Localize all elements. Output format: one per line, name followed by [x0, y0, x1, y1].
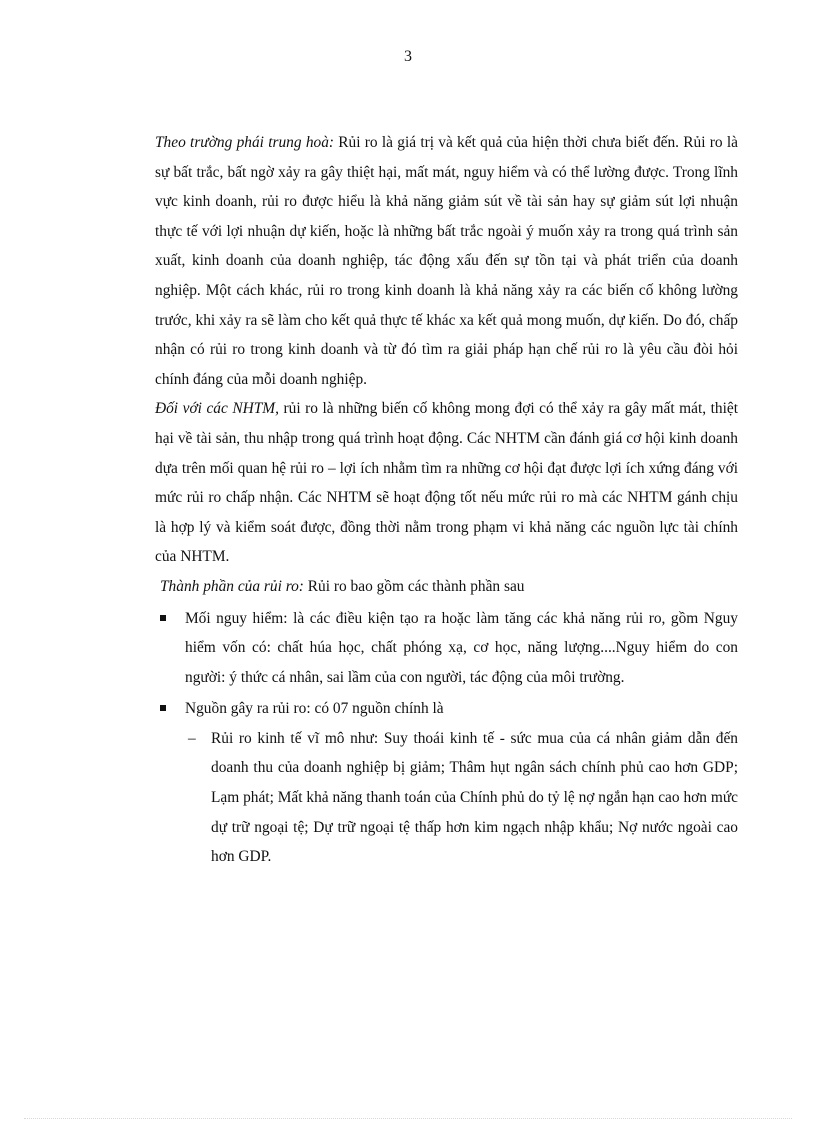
list-item-text: Nguồn gây ra rủi ro: có 07 nguồn chính là — [185, 700, 444, 718]
dash-bullet-icon: – — [188, 729, 196, 747]
paragraph-lead: Đối với các NHTM, — [155, 400, 279, 418]
sub-list-item-text: Rủi ro kinh tế vĩ mô như: Suy thoái kinh tế - sức mua của cá nhân giảm dẫn đến doanh thu của doanh nghiệp bị giảm; Thâm hụt ngân sách chính phủ cao hơn GDP; Lạm phát; Mất khả năng thanh toán của Chính phủ do tỷ lệ nợ ngắn hạn cao hơn mức dự trữ ngoại tệ; Dự trữ ngoại tệ thấp hơn kim ngạch nhập khẩu; Nợ nước ngoài cao hơn GDP. — [211, 729, 738, 866]
page-number: 3 — [404, 48, 412, 65]
sub-list-item — [185, 724, 738, 872]
paragraph-text: Rủi ro là giá trị và kết quả của hiện thời chưa biết đến. Rủi ro là sự bất trắc, bất ngờ xảy ra gây thiệt hại, mất mát, nguy hiểm và có thể lường được. Trong lĩnh vực kinh doanh, rủi ro được hiểu là khả năng giảm sút về tài sản hay sự giảm sút lợi nhuận thực tế với lợi nhuận dự kiến, hoặc là những bất trắc ngoài ý muốn xảy ra trong quá trình sản xuất, kinh doanh của doanh nghiệp, tác động xấu đến sự tồn tại và phát triển của doanh nghiệp. Một cách khác, rủi ro trong kinh doanh là khả năng xảy ra các biến cố không lường trước, khi xảy ra sẽ làm cho kết quả thực tế khác xa kết quả mong muốn, dự kiến. Do đó, chấp nhận có rủi ro trong kinh doanh và từ đó tìm ra giải pháp hạn chế rủi ro là yêu cầu đòi hỏi chính đáng của mỗi doanh nghiệp. — [155, 134, 738, 388]
list-item — [155, 604, 738, 693]
list-item-text: Mối nguy hiểm: là các điều kiện tạo ra hoặc làm tăng các khả năng rủi ro, gồm Nguy hiểm vốn có: chất húa học, chất phóng xạ, cơ học, năng lượng....Nguy hiểm do con người: ý thức cá nhân, sai lầm của con người, tác động của môi trường. — [185, 609, 738, 686]
paragraph-text: rủi ro là những biến cố không mong đợi có thể xảy ra gây mất mát, thiệt hại về tài sản, thu nhập trong quá trình hoạt động. Các NHTM cần đánh giá cơ hội kinh doanh dựa trên mối quan hệ rủi ro – lợi ích nhằm tìm ra những cơ hội đạt được lợi ích xứng đáng với mức rủi ro chấp nhận. Các NHTM sẽ hoạt động tốt nếu mức rủi ro mà các NHTM gánh chịu là hợp lý và kiểm soát được, đồng thời nằm trong phạm vi khả năng các nguồn lực tài chính của NHTM. — [155, 400, 738, 566]
document-body — [155, 128, 738, 872]
paragraph-lead: Theo trường phái trung hoà: — [155, 134, 335, 151]
sub-list — [185, 724, 738, 872]
bullet-list — [155, 604, 738, 872]
list-item — [155, 694, 738, 872]
square-bullet-icon — [160, 705, 166, 711]
section-text: Rủi ro bao gồm các thành phần sau — [303, 577, 525, 595]
section-lead: Thành phần của rủi ro: — [160, 577, 304, 595]
paragraph-risk-neutral-view — [155, 128, 738, 394]
page-bottom-divider — [24, 1118, 792, 1119]
square-bullet-icon — [160, 615, 166, 621]
risk-components-heading — [155, 572, 738, 602]
paragraph-commercial-banks — [155, 394, 738, 572]
